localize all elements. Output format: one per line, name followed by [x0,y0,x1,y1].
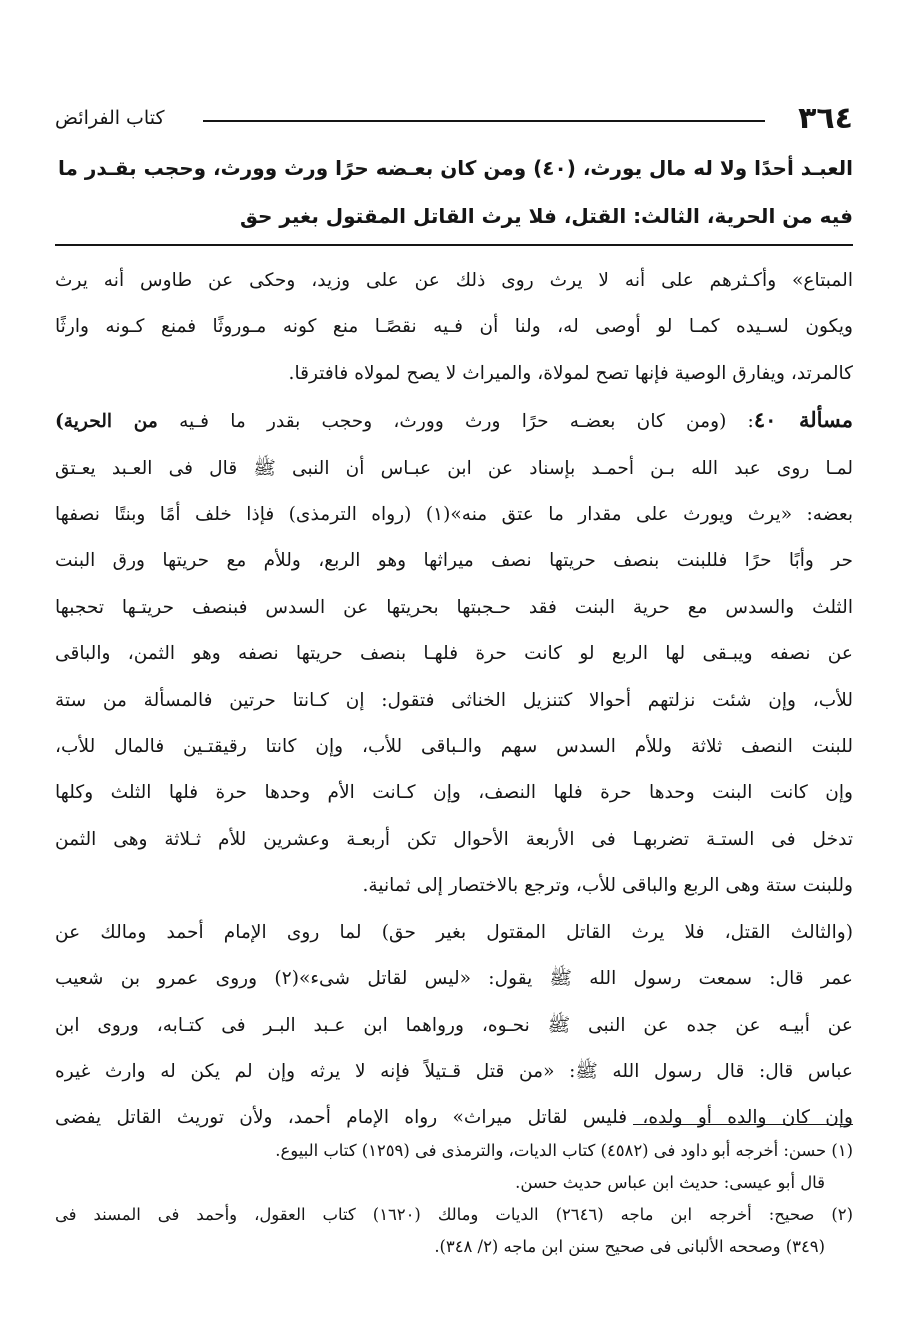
issue-label: مسألة ٤٠ [753,407,853,433]
footnote-2: (٢) صحيح: أخرجه ابن ماجه (٢٦٤٦) الديات ومالك (١٦٢٠) كتاب العقول، وأحمد فى المسند فى [55,1205,853,1224]
commentary-line: عن أبيـه عن جده عن النبى ﷺ نحـوه، ورواهما ابن عـبد البـر فى كتـابه، وروى ابن [55,1014,853,1036]
commentary-line: المبتاع» وأكـثرهم على أنه لا يرث روى ذلك عن على وزيد، وحكى عن طاوس أنه يرث [55,270,853,291]
book-title: كتاب الفرائض [55,107,165,129]
commentary-line: وللبنت ستة وهى الربع والباقى للأب، وترجع بالاختصار إلى ثمانية. [362,875,853,897]
issue-heading-line [55,397,853,445]
commentary-line: لمـا روى عبد الله بـن أحمـد بإسناد عن ابن عبـاس أن النبى ﷺ قال فى العـبد يعـتق [55,457,853,479]
matn-line-2: فيه من الحرية، الثالث: القتل، فلا يرث القاتل المقتول بغير حق [240,204,853,228]
matn-text [55,144,853,240]
commentary-line: وإن كانت البنت وحدها حرة فلها النصف، وإن كـانت الأم وحدها حرة فلها الثلث وكلها [55,782,853,804]
footnote-1-continuation: قال أبو عيسى: حديث ابن عباس حديث حسن. [515,1173,825,1192]
commentary-line: الثلث والسدس مع حرية البنت فقد حـجبتها بحريتها عن السدس فبنصف حريتـها تحجبها [55,596,853,618]
commentary-line: ويكون لسـيده كمـا لو أوصى له، ولنا أن فـيه نقصًـا منع كونه مـوروثًا فمنع كـونه وارثًا [55,316,853,338]
matn-line-1: العبـد أحدًا ولا له مال يورث، (٤٠) ومن كان بعـضه حرًا ورث وورث، وحجب بقـدر ما [58,156,853,180]
commentary-line: كالمرتد، ويفارق الوصية فإنها تصح لمولاة، والميراث لا يصح لمولاه فافترقا. [288,362,853,384]
commentary-line: (والثالث القتل، فلا يرث القاتل المقتول بغير حق) لما روى الإمام أحمد ومالك عن [55,921,853,943]
commentary-line: عمر قال: سمعت رسول الله ﷺ يقول: «ليس لقاتل شىء»(٢) وروى عمرو بن شعيب [55,968,853,990]
issue-quote: : (ومن كان بعضـه حرًا ورث وورث، وحجب بقدر ما فـيه [157,411,754,433]
footnotes [55,1135,853,1263]
footnote-2-continuation: (٣٤٩) وصححه الألبانى فى صحيح سنن ابن ماجه (٢/ ٣٤٨). [434,1237,825,1256]
footnote-1: (١) حسن: أخرجه أبو داود فى (٤٥٨٢) كتاب الديات، والترمذى فى (١٢٥٩) كتاب البيوع. [275,1141,853,1160]
commentary-line: حر وأبًا حرًا فللبنت بنصف حريتها نصف ميراثها وهو الربع، وللأم مع حريتها ورق البنت [55,550,853,572]
page-header [55,96,853,146]
commentary-line: عباس قال: قال رسول الله ﷺ: «من قتل قـتيلاً فإنه لا يرثه وإن لم يكن له وارث غيره [55,1060,853,1082]
commentary-line: عن نصفه ويبـقى لها الربع لو كانت حرة فلهـا بنصف حريتها نصفه وهو الثمن، والباقى [55,643,853,665]
commentary-line: للأب، وإن شئت نزلتهم أحوالا كتنزيل الخناثى فتقول: إن كـانتا حرتين فالمسألة من ستة [55,689,853,711]
footnote-separator-rule [633,1124,853,1125]
header-rule [203,120,765,122]
matn-separator-rule [55,244,853,246]
commentary-line: تدخل فى الستـة تضربهـا فى الأربعة الأحوال تكن أربعـة وعشرين للأم ثـلاثة وهى الثمن [55,828,853,850]
commentary-text [55,258,853,1142]
commentary-line: بعضه: «يرث ويورث على مقدار ما عتق منه»(١) (رواه الترمذى) فإذا خلف أمًا وبنتًا نصفها [55,504,853,526]
commentary-line: للبنت النصف ثلاثة وللأم السدس سهم والـباقى للأب، وإن كانتا رقيقتـين فالمال للأب، [55,736,853,758]
issue-quote-bold: من الحرية) [55,411,158,433]
page-number: ٣٦٤ [798,101,853,136]
commentary-line: وإن كان والده أو ولده، فليس لقاتل ميراث» رواه الإمام أحمد، ولأن توريث القاتل يفضى [55,1107,853,1129]
